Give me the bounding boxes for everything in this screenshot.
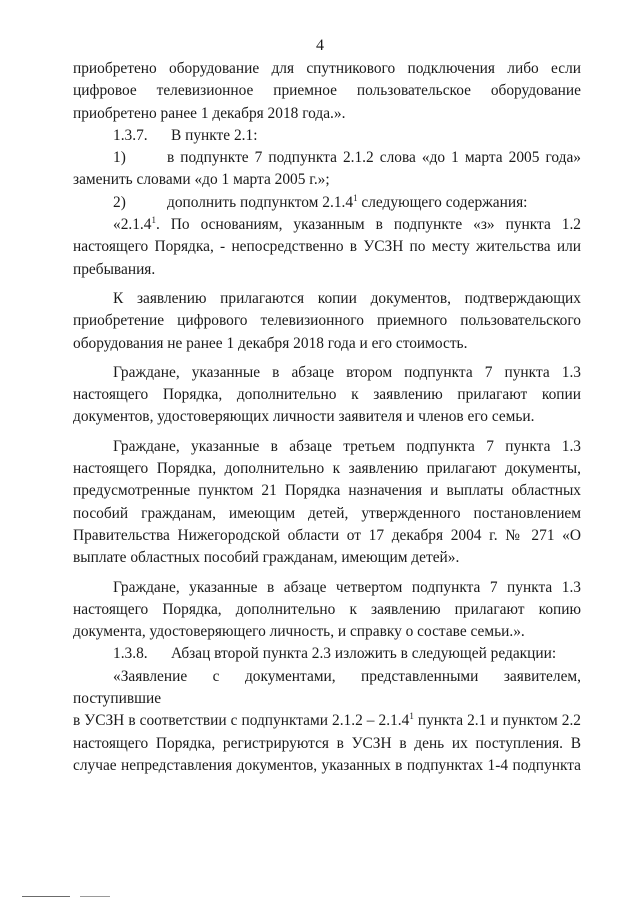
text-line: выплате областных пособий гражданам, имеющим детей». bbox=[73, 549, 460, 567]
scan-artifact-line bbox=[80, 896, 110, 897]
text-line: Граждане, указанные в абзаце третьем подпункта 7 пункта 1.3 bbox=[113, 437, 581, 455]
paragraph-second-abstract bbox=[73, 362, 581, 429]
text-segment: в УСЗН в соответствии с подпунктами 2.1.2 – 2.1.4 bbox=[73, 712, 410, 730]
section-number: 1.3.8. bbox=[113, 645, 148, 663]
list-number: 1) bbox=[113, 149, 126, 167]
superscript: 1 bbox=[353, 192, 358, 203]
paragraph-fourth-abstract bbox=[73, 577, 581, 644]
list-item-2 bbox=[73, 192, 581, 214]
section-1-3-7 bbox=[73, 125, 581, 147]
text-line: настоящего Порядка, дополнительно к заявлению прилагают документы, bbox=[73, 460, 581, 478]
text-line: приобретено ранее 1 декабря 2018 года.». bbox=[73, 104, 346, 122]
paragraph-documents bbox=[73, 288, 581, 355]
text-line: пособий гражданам, имеющим детей, утвержденного постановлением bbox=[73, 504, 581, 522]
quoted-paragraph-2-3 bbox=[73, 666, 581, 777]
text-line bbox=[167, 192, 581, 214]
text-line: Граждане, указанные в абзаце четвертом подпункта 7 пункта 1.3 bbox=[113, 578, 581, 596]
text-line bbox=[73, 710, 581, 732]
text-line: документов, удостоверяющих личности заявителя и членов его семьи. bbox=[73, 408, 535, 426]
text-line: документа, удостоверяющего личность, и справку о составе семьи.». bbox=[73, 623, 525, 641]
text-line: случае непредставления документов, указанных в подпунктах 1-4 подпункта bbox=[73, 756, 581, 774]
text-line: настоящего Порядка, дополнительно к заявлению прилагают копии bbox=[73, 386, 581, 404]
list-number: 2) bbox=[113, 193, 126, 211]
section-1-3-8 bbox=[73, 643, 581, 665]
section-heading: Абзац второй пункта 2.3 изложить в следующей редакции: bbox=[171, 645, 557, 663]
text-line: настоящего Порядка, дополнительно к заявлению прилагают копию bbox=[73, 600, 581, 618]
text-line: пребывания. bbox=[73, 260, 156, 278]
paragraph-third-abstract bbox=[73, 436, 581, 570]
text-line: «Заявление с документами, представленными заявителем, поступившие bbox=[73, 667, 581, 708]
superscript: 1 bbox=[151, 214, 156, 225]
list-item-first-line bbox=[73, 147, 581, 169]
text-line: приобретено оборудование для спутникового подключения либо если bbox=[73, 60, 581, 77]
text-line: цифровое телевизионное приемное пользовательское оборудование bbox=[73, 82, 581, 100]
list-item-1 bbox=[73, 147, 581, 192]
paragraph-continuation bbox=[73, 58, 581, 125]
text-line bbox=[73, 214, 581, 236]
text-line: К заявлению прилагаются копии документов, подтверждающих bbox=[113, 289, 581, 307]
section-heading: В пункте 2.1: bbox=[171, 126, 258, 144]
text-line: настоящего Порядка, регистрируются в УСЗН в день их поступления. В bbox=[73, 734, 581, 752]
scan-artifact-line bbox=[22, 896, 70, 897]
text-line: предусмотренные пунктом 21 Порядка назначения и выплаты областных bbox=[73, 482, 581, 500]
text-segment: следующего содержания: bbox=[357, 193, 528, 211]
text-line: оборудования не ранее 1 декабря 2018 года и его стоимость. bbox=[73, 334, 468, 352]
superscript: 1 bbox=[409, 711, 414, 722]
quoted-subsection-2-1-4-1 bbox=[73, 214, 581, 281]
text-segment: . По основаниям, указанным в подпункте «з» пункта 1.2 bbox=[155, 216, 581, 234]
text-line: в подпункте 7 подпункта 2.1.2 слова «до 1 марта 2005 года» bbox=[167, 149, 581, 167]
page-number: 4 bbox=[316, 37, 324, 54]
text-line: настоящего Порядка, - непосредственно в УСЗН по месту жительства или bbox=[73, 238, 581, 256]
text-segment: дополнить подпунктом 2.1.4 bbox=[167, 193, 354, 211]
section-number: 1.3.7. bbox=[113, 126, 148, 144]
text-line: Граждане, указанные в абзаце втором подпункта 7 пункта 1.3 bbox=[113, 363, 581, 381]
text-line: приобретение цифрового телевизионного приемного пользовательского bbox=[73, 312, 581, 330]
text-segment: «2.1.4 bbox=[113, 216, 152, 234]
text-line: Правительства Нижегородской области от 17 декабря 2004 г. № 271 «О bbox=[73, 526, 581, 544]
text-segment: пункта 2.1 и пунктом 2.2 bbox=[413, 712, 581, 730]
document-body bbox=[73, 58, 581, 777]
text-line: заменить словами «до 1 марта 2005 г.»; bbox=[73, 171, 330, 189]
